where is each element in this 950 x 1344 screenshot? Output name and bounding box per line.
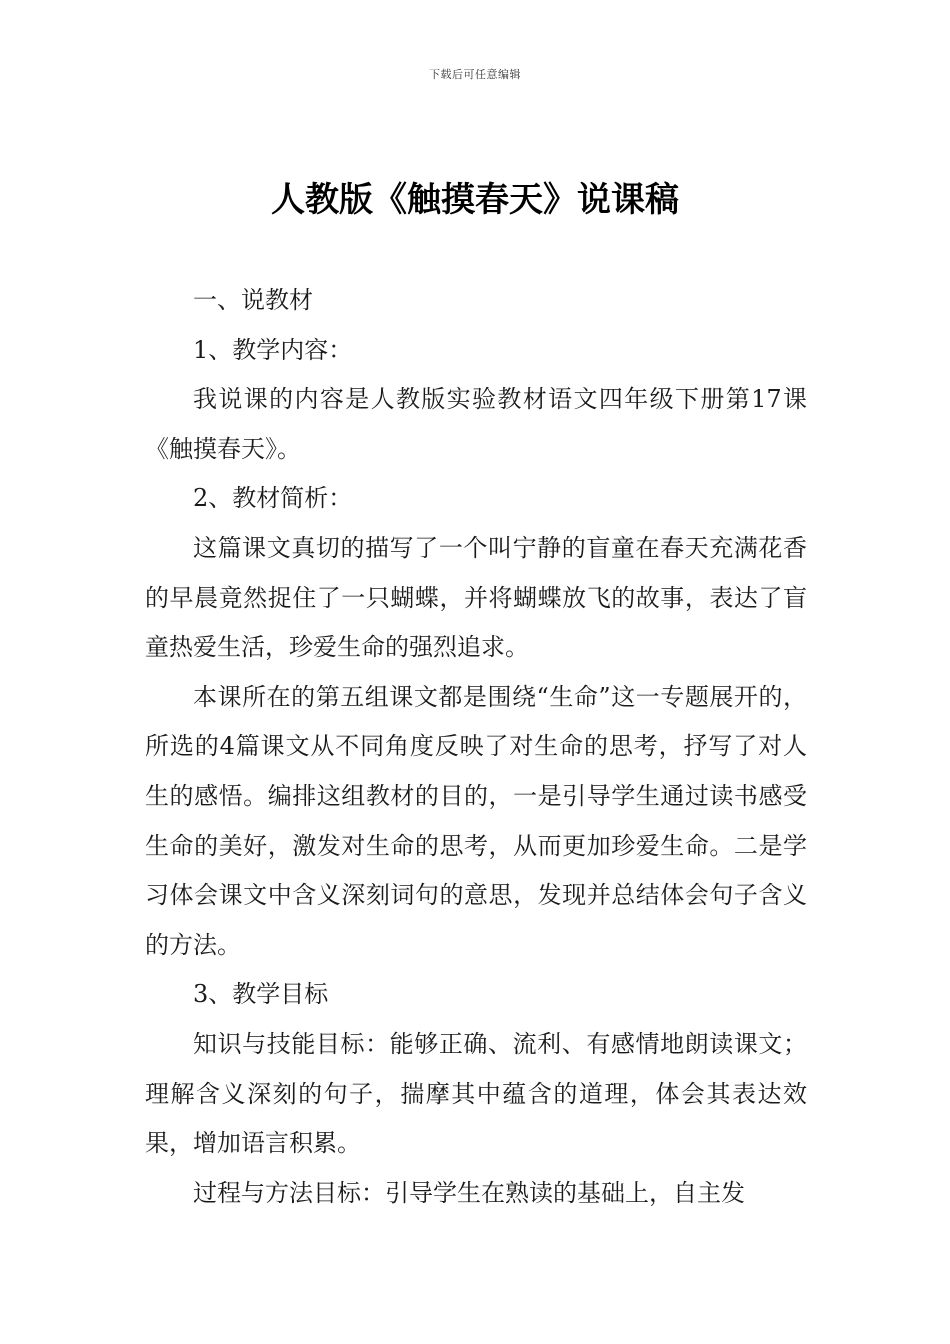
subsection-heading: 3、教学目标 <box>193 980 329 1009</box>
subsection-heading: 1、教学内容： <box>193 335 353 364</box>
header-note: 下载后可任意编辑 <box>429 68 521 81</box>
document-title: 人教版《触摸春天》说课稿 <box>271 180 679 220</box>
body-paragraph: 过程与方法目标：引导学生在熟读的基础上，自主发 <box>193 1178 745 1207</box>
subsection-heading: 2、教材简析： <box>193 484 353 513</box>
body-paragraph: 本课所在的第五组课文都是围绕“生命”这一专题展开的，所选的4篇课文从不同角度反映了对生命的思考，抒写了对人生的感悟。编排这组教材的目的，一是引导学生通过读书感受生命的美好，激发对生命的思考，从而更加珍爱生命。二是学习体会课文中含义深刻词句的意思，发现并总结体会句子含义的方法。 <box>145 682 807 959</box>
section-heading: 一、说教材 <box>193 286 313 314</box>
body-paragraph: 这篇课文真切的描写了一个叫宁静的盲童在春天充满花香的早晨竟然捉住了一只蝴蝶，并将蝴蝶放飞的故事，表达了盲童热爱生活，珍爱生命的强烈追求。 <box>145 533 807 662</box>
document-body <box>145 276 807 1218</box>
body-paragraph: 我说课的内容是人教版实验教材语文四年级下册第17课《触摸春天》。 <box>145 385 807 463</box>
body-paragraph: 知识与技能目标：能够正确、流利、有感情地朗读课文；理解含义深刻的句子，揣摩其中蕴含的道理，体会其表达效果，增加语言积累。 <box>145 1029 807 1158</box>
